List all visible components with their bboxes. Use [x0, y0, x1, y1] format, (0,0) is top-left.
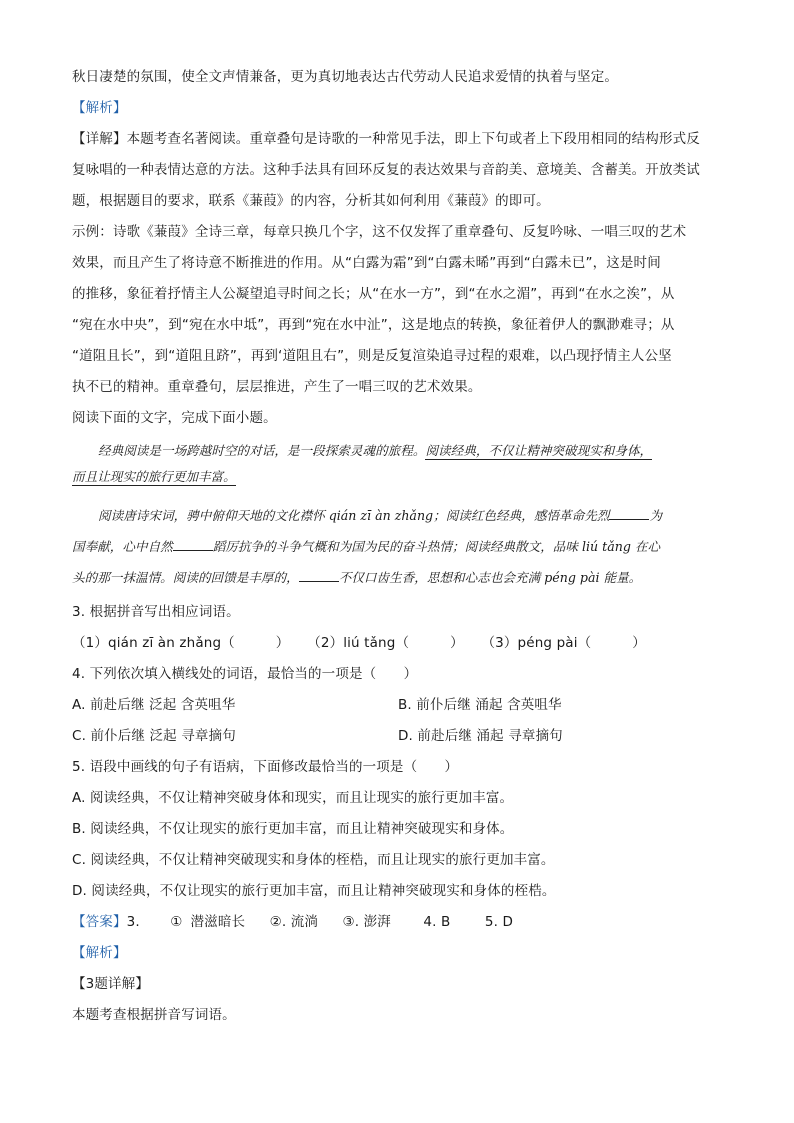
section-heading-analysis: 【解析】 — [72, 945, 127, 961]
paragraph-line: 【详解】本题考查名著阅读。重章叠句是诗歌的一种常见手法，即上下句或者上下段用相同的结构形式反 — [72, 131, 700, 147]
circled-three-icon: ③ — [342, 914, 355, 930]
question-4-options — [72, 690, 724, 721]
fill-blank — [609, 518, 649, 520]
paragraph-line: 秋日凄楚的氛围，使全文声情兼备，更为真切地表达古代劳动人民追求爱情的执着与坚定。 — [72, 69, 618, 85]
question-3-title: 3. 根据拼音写出相应词语。 — [72, 604, 240, 620]
option-a: A. 阅读经典，不仅让精神突破身体和现实，而且让现实的旅行更加丰富。 — [72, 790, 514, 806]
paragraph-line: 执不已的精神。重章叠句，层层推进，产生了一唱三叹的艺术效果。 — [72, 379, 482, 395]
underlined-sentence: 阅读经典，不仅让精神突破现实和身体， — [425, 443, 653, 458]
paragraph-line: 复咏唱的一种表情达意的方法。这种手法具有回环反复的表达效果与音韵美、意境美、含蓄美。开放类试 — [72, 162, 700, 178]
passage-text: 国奉献，心中自然 — [72, 539, 173, 554]
q3-item: （1）qián zī àn zhǎng（ ） — [72, 635, 290, 651]
passage-text: 蹈厉抗争的斗争气概和为国为民的奋斗热情；阅读经典散文，品味 liú tǎng 在心 — [212, 539, 661, 554]
underlined-sentence: 而且让现实的旅行更加丰富。 — [72, 469, 236, 484]
passage-text: 为 — [649, 508, 663, 523]
option-b: B. 阅读经典，不仅让现实的旅行更加丰富，而且让精神突破现实和身体。 — [72, 821, 514, 837]
passage-paragraph-1 — [72, 438, 724, 490]
passage-text: 不仅口齿生香，思想和心志也会充满 péng pài 能量。 — [338, 570, 642, 585]
paragraph-line: 本题考查根据拼音写词语。 — [72, 1007, 236, 1023]
answer-line — [72, 907, 724, 938]
passage-text: 经典阅读是一场跨越时空的对话，是一段探索灵魂的旅程。 — [98, 443, 426, 458]
option-a: A. 前赴后继 泛起 含英咀华 — [72, 697, 236, 713]
answer-q4: 4. B — [423, 914, 451, 930]
document-page — [72, 62, 724, 1031]
circled-one-icon: ① — [170, 914, 183, 930]
q3-item: （2）liú tǎng（ ） — [307, 635, 464, 651]
reading-instruction: 阅读下面的文字，完成下面小题。 — [72, 410, 277, 426]
paragraph-line: 示例：诗歌《蒹葭》全诗三章，每章只换几个字，这不仅发挥了重章叠句、反复吟咏、一唱三叹的艺术 — [72, 224, 687, 240]
question-4-title: 4. 下列依次填入横线处的词语，最恰当的一项是（ ） — [72, 666, 418, 682]
answer-value: . 流淌 — [281, 914, 319, 930]
passage-paragraph-2 — [72, 500, 724, 593]
option-c: C. 前仆后继 泛起 寻章摘句 — [72, 728, 236, 744]
paragraph-line: 效果，而且产生了将诗意不断推进的作用。从“白露为霜”到“白露未晞”再到“白露未已”，这是时间 — [72, 255, 661, 271]
section-heading-analysis: 【解析】 — [72, 100, 127, 116]
fill-blank — [299, 580, 339, 582]
option-c: C. 阅读经典，不仅让精神突破现实和身体的桎梏，而且让现实的旅行更加丰富。 — [72, 852, 555, 868]
answer-q5: 5. D — [484, 914, 514, 930]
paragraph-line: 题，根据题目的要求，联系《蒹葭》的内容，分析其如何利用《蒹葭》的即可。 — [72, 193, 550, 209]
paragraph-line: 的推移，象征着抒情主人公凝望追寻时间之长；从“在水一方”，到“在水之湄”，再到“在水之涘”，从 — [72, 286, 675, 302]
answer-value: 潜滋暗长 — [190, 914, 246, 930]
option-d: D. 阅读经典，不仅让现实的旅行更加丰富，而且让精神突破现实和身体的桎梏。 — [72, 883, 556, 899]
reading-passage — [72, 438, 724, 593]
fill-blank — [173, 549, 213, 551]
question-4-options — [72, 721, 724, 752]
option-b: B. 前仆后继 涌起 含英咀华 — [398, 697, 562, 713]
option-d: D. 前赴后继 涌起 寻章摘句 — [398, 728, 563, 744]
q3-item: （3）péng pài（ ） — [481, 635, 646, 651]
paragraph-line: “宛在水中央”，到“宛在水中坻”，再到“宛在水中沚”，这是地点的转换，象征着伊人的飘渺难寻；从 — [72, 317, 675, 333]
question-5-title: 5. 语段中画线的句子有语病，下面修改最恰当的一项是（ ） — [72, 759, 459, 775]
circled-two-icon: ② — [269, 914, 282, 930]
passage-text: 头的那一抹温情。阅读的回馈是丰厚的， — [72, 570, 299, 585]
answer-value: . 澎湃 — [354, 914, 391, 930]
question-3-items — [72, 628, 724, 659]
passage-text: 阅读唐诗宋词，骋中俯仰天地的文化襟怀 qián zī àn zhǎng；阅读红色经典，感悟革命先烈 — [98, 508, 610, 523]
answer-q3-number: 3. — [126, 914, 140, 930]
paragraph-line: “道阻且长”，到“道阻且跻”，再到‘道阻且右”，则是反复渲染追寻过程的艰难，以凸现抒情主人公坚 — [72, 348, 672, 364]
section-heading-q3-detail: 【3题详解】 — [72, 976, 149, 992]
answer-label: 【答案】 — [72, 914, 127, 930]
